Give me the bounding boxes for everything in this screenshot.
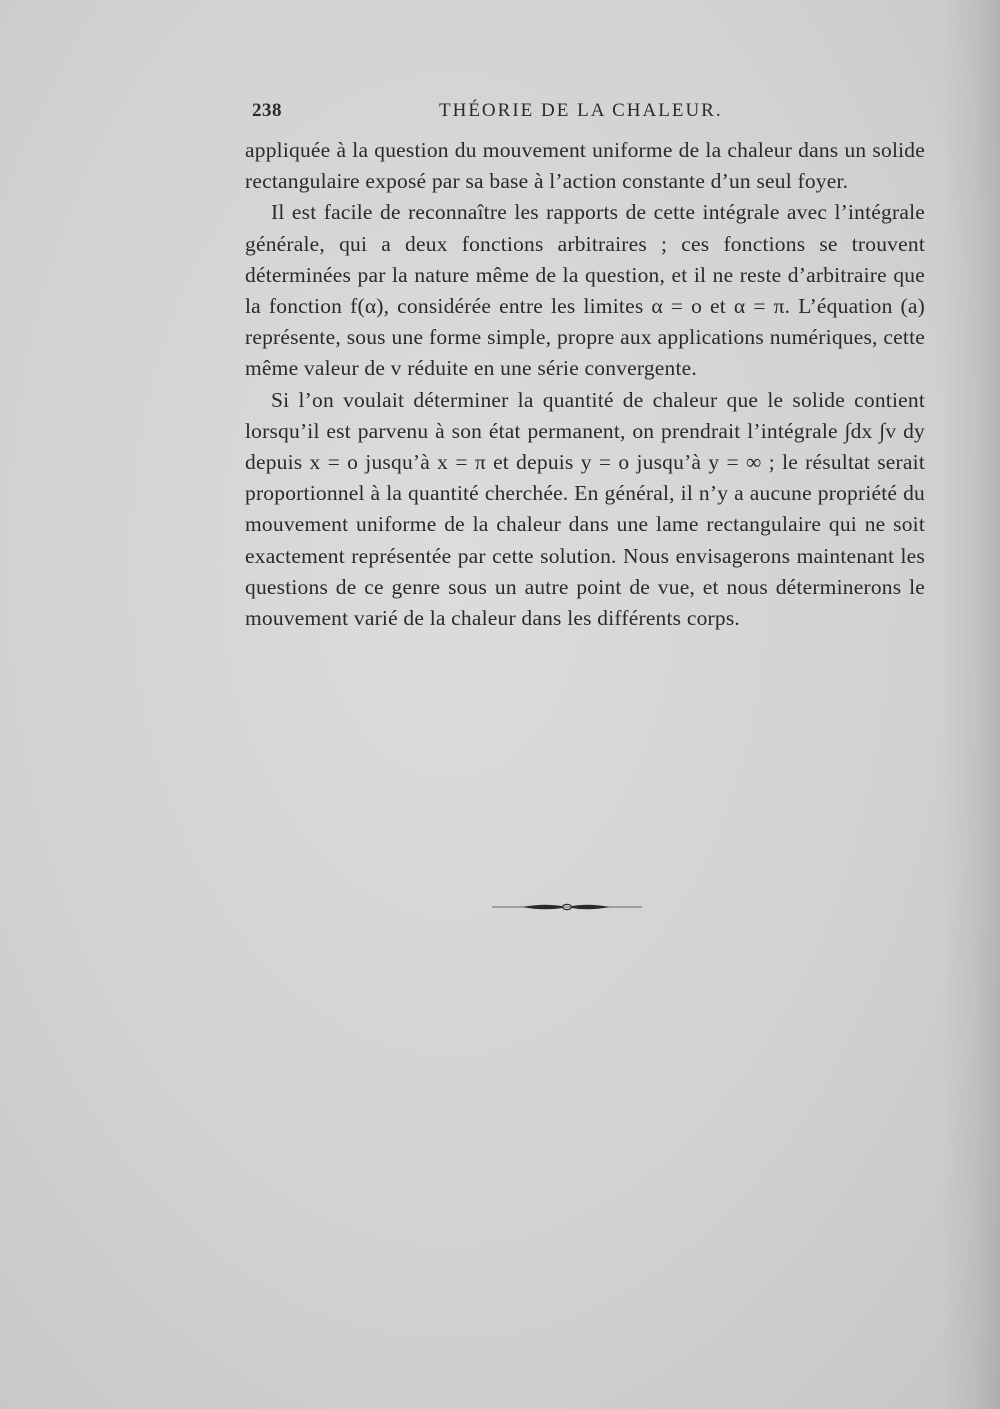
paragraph-heat-quantity: Si l’on voulait déterminer la quantité de chaleur que le solide contient lorsqu’il est parvenu à son état permanent, on prendrait l’intégrale ∫dx ∫v dy depuis x = o jusqu’à x = π et depuis y = o jusqu’à y = ∞ ; le résultat serait proportionnel à la quantité cherchée. En général, il n’y a aucune propriété du mouvement uniforme de la chaleur dans une lame rectangulaire qui ne soit exactement représentée par cette solution. Nous envisagerons maintenant les questions de ce genre sous un autre point de vue, et nous déterminerons le mouvement varié de la chaleur dans les différents corps.	[245, 387, 925, 631]
paragraph-continuation: appliquée à la question du mouvement uniforme de la chaleur dans un solide rectangulaire exposé par sa base à l’action constante d’un seul foyer.	[245, 138, 925, 194]
page-edge-shadow	[940, 0, 1000, 1409]
body-text	[245, 135, 925, 634]
paragraph-integral-relations: Il est facile de reconnaître les rapports de cette intégrale avec l’intégrale générale, qui a deux fonctions arbitraires ; ces fonctions se trouvent déterminées par la nature même de la question, et il ne reste d’arbitraire que la fonction f(α), considérée entre les limites α = o et α = π. L’équation (a) représente, sous une forme simple, propre aux applications numériques, cette même valeur de v réduite en une série convergente.	[245, 200, 925, 381]
running-title: THÉORIE DE LA CHALEUR.	[439, 100, 723, 121]
running-header	[252, 100, 920, 126]
page-number: 238	[252, 100, 282, 121]
tail-piece-ornament	[492, 900, 642, 914]
